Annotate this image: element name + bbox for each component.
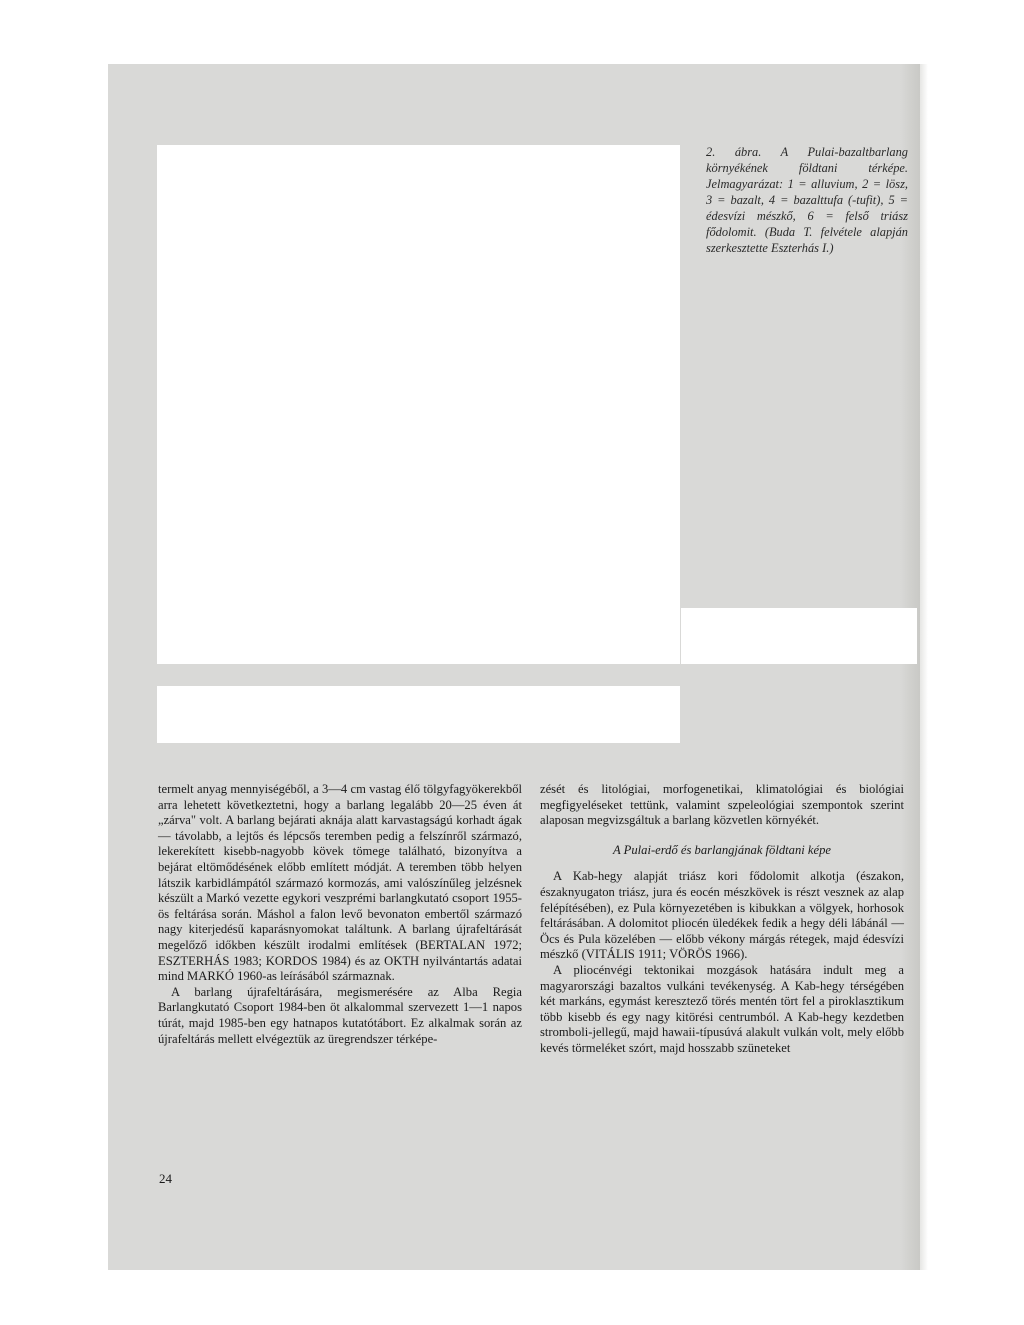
right-paragraph-1: zését és litológiai, morfogenetikai, klimatológiai és biológiai megfigyeléseket tettünk, valamint szpeleológiai szempontok szerint alaposan megvizsgáltuk a barlang közvetlen környékét. xyxy=(540,782,904,828)
right-column xyxy=(540,782,904,1057)
left-paragraph-1: termelt anyag mennyiségéből, a 3—4 cm vastag élő tölgyfagyökerekből arra lehetett következtetni, hogy a barlang legalább 20—25 éven át „zárva" volt. A barlang bejárati aknája alatt karvastagságú korhadt ágak — távolabb, a lejtős és lépcsős teremben pedig a felszínről származó, lekerekített kisebb-nagyobb kövek tömege található, bizonyítva a bejárat eltömődésének előbb említett módját. A teremben több helyen látszik karbidlámpától származó kormozás, ami valószínűleg jelzésnek készült a Markó vezette egykori veszprémi barlangkutató csoport 1955-ös feltárása során. Máshol a falon levő bevonaton embertől származó nagy kiterjedésű kaparásnyomokat találtunk. A barlang újrafeltárását megelőző időkben készült irodalmi említések (BERTALAN 1972; ESZTERHÁS 1983; KORDOS 1984) és az OKTH nyilvántartás adatai mind MARKÓ 1960-as leírásából származnak. xyxy=(158,782,522,984)
left-column xyxy=(158,782,522,1047)
scan-page-edge xyxy=(920,64,928,1270)
blank-region xyxy=(681,608,917,664)
page-number: 24 xyxy=(159,1171,172,1186)
section-heading: A Pulai-erdő és barlangjának földtani képe xyxy=(613,842,831,857)
left-paragraph-2: A barlang újrafeltárására, megismerésére az Alba Regia Barlangkutató Csoport 1984-ben öt alkalommal szervezett 1—1 napos túrát, majd 1985-ben egy hatnapos kutatótábort. Ez alkalmak során az újrafeltárás mellett elvégeztük az üregrendszer térképe- xyxy=(158,984,522,1046)
right-paragraph-3: A pliocénvégi tektonikai mozgások hatására indult meg a magyarországi bazaltos vulkáni tevékenység. A Kab-hegy térségében két markáns, egymást keresztező törés mentén tört fel a piroklasztikum több kisebb és egy nagy kitörési centrumból. A Kab-hegy kezdetben stromboli-jellegű, majd hawaii-típusúvá alakult vulkán volt, mely előbb kevés törmeléket szórt, majd hosszabb szüneteket xyxy=(540,962,904,1055)
figure-caption: 2. ábra. A Pulai-bazaltbarlang környékének földtani térképe. Jelmagyarázat: 1 = alluvium, 2 = lösz, 3 = bazalt, 4 = bazalttufa (-tufit), 5 = édesvízi mészkő, 6 = felső triász fődolomit. (Buda T. felvétele alapján szerkesztette Eszterhás I.) xyxy=(706,145,908,255)
figure-separator xyxy=(157,664,680,686)
map-figure-area xyxy=(157,145,680,743)
right-paragraph-2: A Kab-hegy alapját triász kori fődolomit alkotja (északon, északnyugaton triász, jura és eocén mészkövek is részt vesznek az alap felépítésében), ez Pula környezetében is kibukkan a völgyek, horhosok feltárásában. A dolomitot pliocén üledékek fedik a hegy déli lábánál — Öcs és Pula közelében — előbb vékony márgás rétegek, majd édesvízi mészkő (VITÁLIS 1911; VÖRÖS 1966). xyxy=(540,869,904,962)
